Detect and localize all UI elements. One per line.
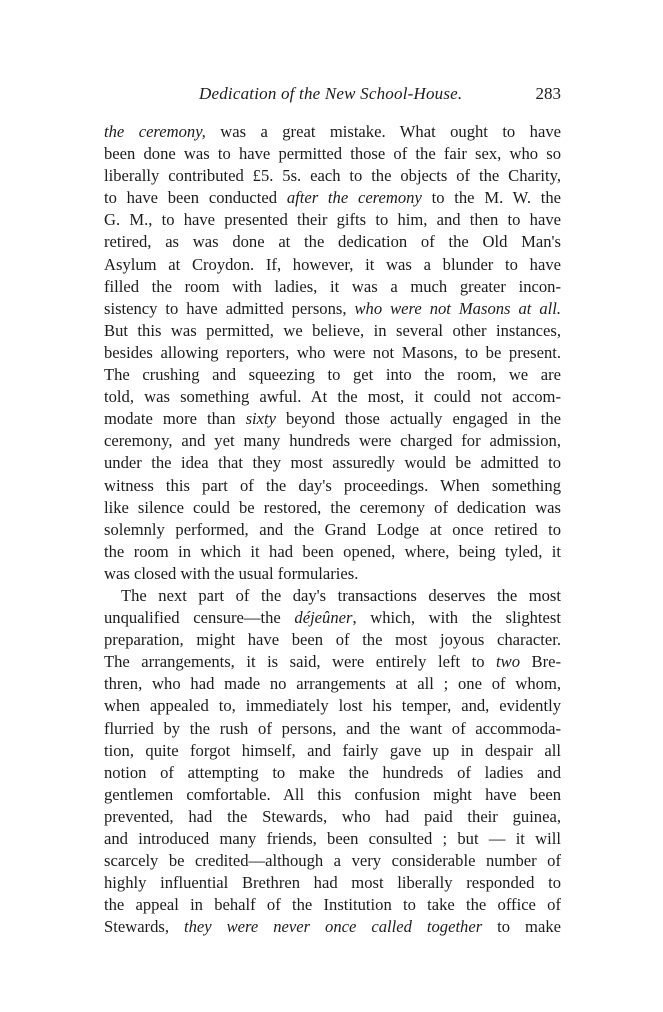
text-segment: thren, who had made no arrangements at all ; one of whom,: [104, 674, 561, 694]
text-segment: Asylum at Croydon. If, however, it was a blunder to have: [104, 254, 561, 274]
text-line: [104, 121, 561, 143]
text-line: [104, 850, 561, 872]
italic-text: who were not Masons at all.: [354, 298, 561, 318]
text-segment: Bre-: [520, 652, 561, 672]
text-segment: The next part of the day's transactions deserves the most: [121, 585, 561, 605]
book-page: [104, 84, 561, 938]
text-segment: when appealed to, immediately lost his temper, and, evidently: [104, 696, 561, 716]
text-segment: Stewards,: [104, 917, 184, 937]
text-line: [104, 430, 561, 452]
text-segment: The arrangements, it is said, were entirely left to: [104, 652, 497, 672]
text-line: [104, 519, 561, 541]
text-segment: preparation, might have been of the most joyous character.: [104, 630, 561, 650]
text-line: [104, 806, 561, 828]
text-line: [104, 276, 561, 298]
text-line: [104, 231, 561, 253]
italic-text: after the ceremony: [286, 188, 422, 208]
text-segment: sistency to have admitted persons,: [104, 298, 355, 318]
text-segment: to make: [482, 917, 561, 937]
text-segment: tion, quite forgot himself, and fairly gave up in despair all: [104, 740, 561, 760]
text-segment: prevented, had the Stewards, who had paid their guinea,: [104, 806, 561, 826]
italic-text: two: [496, 652, 520, 672]
text-segment: liberally contributed £5. 5s. each to the objects of the Charity,: [104, 166, 561, 186]
text-segment: solemnly performed, and the Grand Lodge at once retired to: [104, 519, 561, 539]
text-line: [104, 607, 561, 629]
text-segment: told, was something awful. At the most, it could not accom-: [104, 387, 561, 407]
running-title: Dedication of the New School-House.: [199, 84, 463, 103]
text-line: [104, 386, 561, 408]
text-line: [104, 629, 561, 651]
text-segment: been done was to have permitted those of the fair sex, who so: [104, 144, 561, 164]
text-segment: beyond those actually engaged in the: [276, 409, 561, 429]
text-line: [104, 563, 561, 585]
text-line: [104, 762, 561, 784]
text-line: [104, 916, 561, 938]
text-line: [104, 475, 561, 497]
italic-text: déjeûner: [294, 608, 353, 628]
italic-text: the ceremony,: [104, 122, 206, 141]
text-line: [104, 695, 561, 717]
text-line: [104, 298, 561, 320]
text-line: [104, 187, 561, 209]
text-line: [104, 651, 561, 673]
text-segment: ceremony, and yet many hundreds were charged for admission,: [104, 431, 561, 451]
text-segment: , which, with the slightest: [352, 608, 561, 628]
page-header: [104, 84, 561, 114]
text-line: [104, 497, 561, 519]
text-segment: retired, as was done at the dedication of the Old Man's: [104, 232, 561, 252]
text-line: [104, 209, 561, 231]
text-line: [104, 408, 561, 430]
text-line: [104, 320, 561, 342]
text-segment: the room in which it had been opened, where, being tyled, it: [104, 541, 561, 561]
text-line: [104, 784, 561, 806]
text-segment: G. M., to have presented their gifts to him, and then to have: [104, 210, 561, 230]
text-line: [104, 718, 561, 740]
text-segment: like silence could be restored, the ceremony of dedication was: [104, 497, 561, 517]
body-text: [104, 121, 561, 938]
text-segment: witness this part of the day's proceedings. When something: [104, 475, 561, 495]
italic-text: sixty: [245, 409, 276, 429]
text-line: [104, 585, 561, 607]
text-segment: was a great mistake. What ought to have: [205, 122, 561, 141]
text-segment: notion of attempting to make the hundreds of ladies and: [104, 762, 561, 782]
text-line: [104, 143, 561, 165]
text-line: [104, 165, 561, 187]
text-segment: to have been conducted: [104, 188, 287, 208]
text-line: [104, 452, 561, 474]
text-segment: was closed with the usual formularies.: [104, 563, 359, 583]
text-segment: gentlemen comfortable. All this confusion might have been: [104, 784, 561, 804]
text-line: [104, 894, 561, 916]
text-segment: and introduced many friends, been consulted ; but — it will: [104, 829, 561, 848]
text-segment: filled the room with ladies, it was a much greater incon-: [104, 276, 561, 296]
text-segment: the appeal in behalf of the Institution to take the office of: [104, 895, 561, 915]
text-line: [104, 364, 561, 386]
italic-text: they were never once called together: [183, 917, 483, 937]
text-segment: unqualified censure—the: [104, 608, 295, 628]
text-line: [104, 828, 561, 850]
text-segment: scarcely be credited—although a very considerable number of: [104, 851, 561, 871]
text-line: [104, 872, 561, 894]
text-segment: besides allowing reporters, who were not Masons, to be present.: [104, 342, 561, 362]
text-line: [104, 740, 561, 762]
text-line: [104, 254, 561, 276]
text-segment: The crushing and squeezing to get into the room, we are: [104, 365, 561, 385]
text-segment: modate more than: [104, 409, 246, 429]
page-number: 283: [535, 84, 561, 103]
text-segment: to the M. W. the: [421, 188, 561, 208]
text-segment: But this was permitted, we believe, in several other instances,: [104, 320, 561, 340]
text-segment: flurried by the rush of persons, and the want of accommoda-: [104, 718, 561, 738]
text-line: [104, 541, 561, 563]
text-segment: highly influential Brethren had most liberally responded to: [104, 873, 561, 893]
text-line: [104, 673, 561, 695]
text-line: [104, 342, 561, 364]
text-segment: under the idea that they most assuredly would be admitted to: [104, 453, 561, 473]
